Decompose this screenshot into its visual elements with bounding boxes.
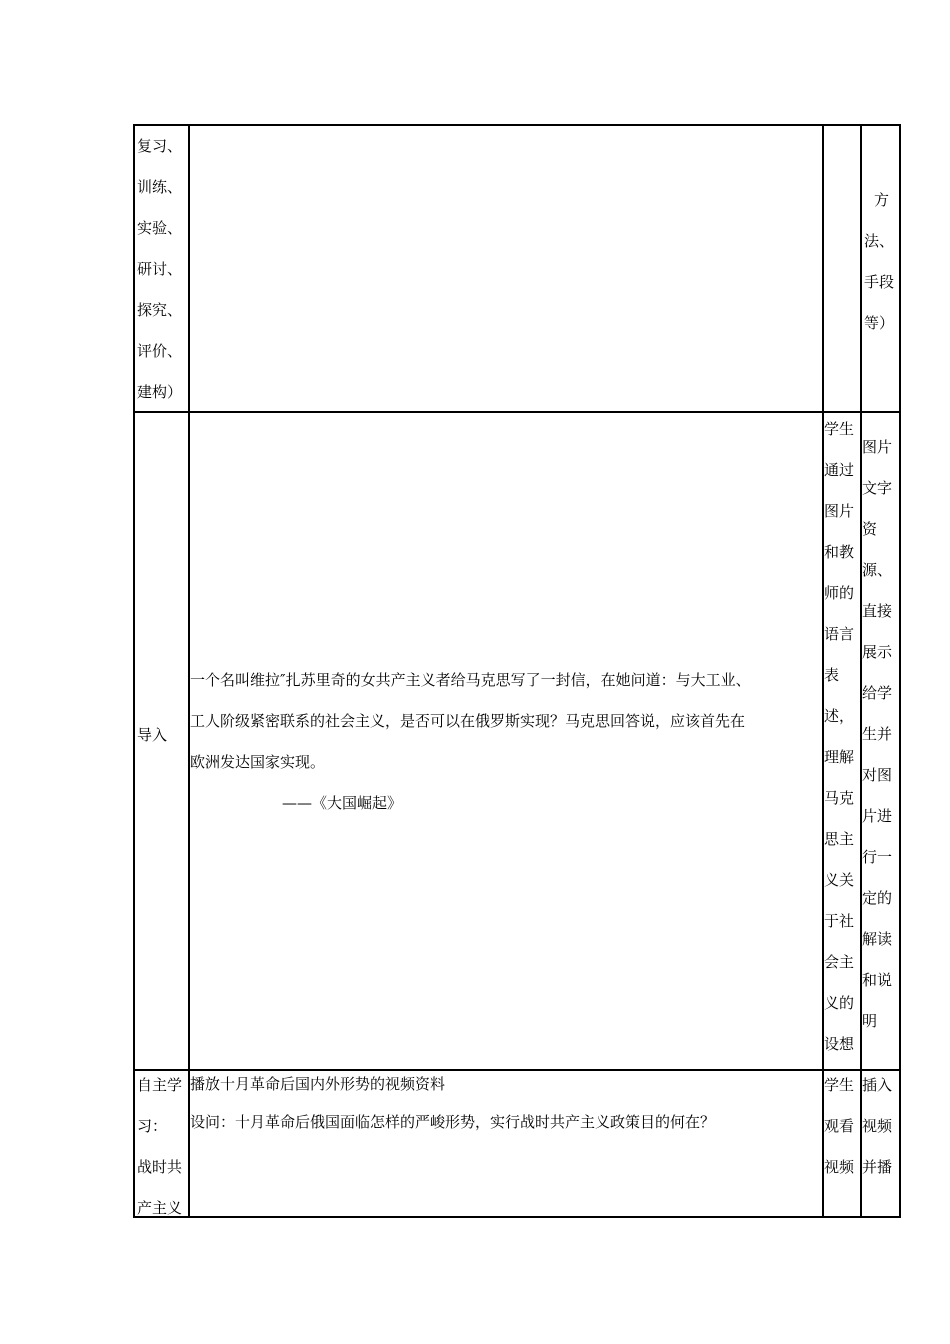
content-line: 设问：十月革命后俄国面临怎样的严峻形势，实行战时共产主义政策目的何在？ <box>190 1113 716 1131</box>
student-line: 师的 <box>824 584 855 602</box>
method-line: 展示 <box>862 643 893 661</box>
method-line: 和说 <box>862 971 893 989</box>
stage-line: 自主学 <box>137 1076 183 1094</box>
row-divider-1 <box>133 411 901 413</box>
stage-line: 导入 <box>137 726 168 744</box>
method-line: 方 <box>874 191 890 209</box>
student-line: 义关 <box>824 871 855 889</box>
table-border-left <box>133 124 135 1218</box>
student-line: 于社 <box>824 912 855 930</box>
student-line: 通过 <box>824 461 855 479</box>
student-line: 学生 <box>824 420 855 438</box>
stage-cell-self-study <box>137 1065 189 1229</box>
content-line: 播放十月革命后国内外形势的视频资料 <box>190 1075 446 1093</box>
stage-line: 训练、 <box>137 178 183 196</box>
method-line: 行一 <box>862 848 893 866</box>
method-line: 手段 <box>864 273 895 291</box>
table-border-bottom <box>133 1216 901 1218</box>
quote-line: 欧洲发达国家实现。 <box>190 753 326 771</box>
stage-line: 战时共 <box>137 1158 183 1176</box>
stage-line: 复习、 <box>137 137 183 155</box>
quote-source: ——《大国崛起》 <box>282 794 403 812</box>
lesson-plan-table <box>133 124 901 1218</box>
stage-line: 探究、 <box>137 301 183 319</box>
content-cell-self-study <box>190 1065 822 1141</box>
stage-cell-intro <box>137 715 189 756</box>
method-line: 片进 <box>862 807 893 825</box>
method-line: 生并 <box>862 725 893 743</box>
method-line: 明 <box>862 1012 878 1030</box>
stage-line: 评价、 <box>137 342 183 360</box>
method-line: 并播 <box>862 1158 893 1176</box>
student-line: 义的 <box>824 994 855 1012</box>
method-line: 给学 <box>862 684 893 702</box>
student-line: 述， <box>824 707 855 725</box>
stage-line: 建构） <box>137 383 183 401</box>
student-line: 马克 <box>824 789 855 807</box>
method-cell-self-study <box>862 1065 900 1188</box>
content-cell-intro <box>190 660 822 824</box>
method-line: 法、 <box>864 232 895 250</box>
stage-line: 习： <box>137 1117 168 1135</box>
method-cell-header <box>864 180 900 344</box>
student-line: 学生 <box>824 1076 855 1094</box>
student-cell-self-study <box>824 1065 860 1188</box>
stage-line: 产主义 <box>137 1199 183 1217</box>
method-line: 等） <box>864 314 895 332</box>
stage-line: 研讨、 <box>137 260 183 278</box>
method-line: 定的 <box>862 889 893 907</box>
student-line: 表 <box>824 666 840 684</box>
method-line: 资 <box>862 520 878 538</box>
student-cell-intro <box>824 409 860 1065</box>
content-cell-empty <box>190 126 822 411</box>
method-line: 解读 <box>862 930 893 948</box>
method-line: 直接 <box>862 602 893 620</box>
quote-line: 一个名叫维拉″扎苏里奇的女共产主义者给马克思写了一封信，在她问道：与大工业、 <box>190 671 751 689</box>
method-line: 文字 <box>862 479 893 497</box>
student-line: 语言 <box>824 625 855 643</box>
quote-line: 工人阶级紧密联系的社会主义，是否可以在俄罗斯实现？马克思回答说，应该首先在 <box>190 712 746 730</box>
student-line: 图片 <box>824 502 855 520</box>
student-cell-empty <box>824 126 860 411</box>
method-line: 对图 <box>862 766 893 784</box>
method-line: 视频 <box>862 1117 893 1135</box>
stage-line: 实验、 <box>137 219 183 237</box>
method-line: 插入 <box>862 1076 893 1094</box>
student-line: 观看 <box>824 1117 855 1135</box>
student-line: 和教 <box>824 543 855 561</box>
student-line: 会主 <box>824 953 855 971</box>
student-line: 理解 <box>824 748 855 766</box>
student-line: 设想 <box>824 1035 855 1053</box>
method-line: 图片 <box>862 438 893 456</box>
student-line: 思主 <box>824 830 855 848</box>
method-line: 源、 <box>862 561 893 579</box>
stage-cell-review <box>137 126 189 413</box>
method-cell-intro <box>862 427 900 1042</box>
student-line: 视频 <box>824 1158 855 1176</box>
